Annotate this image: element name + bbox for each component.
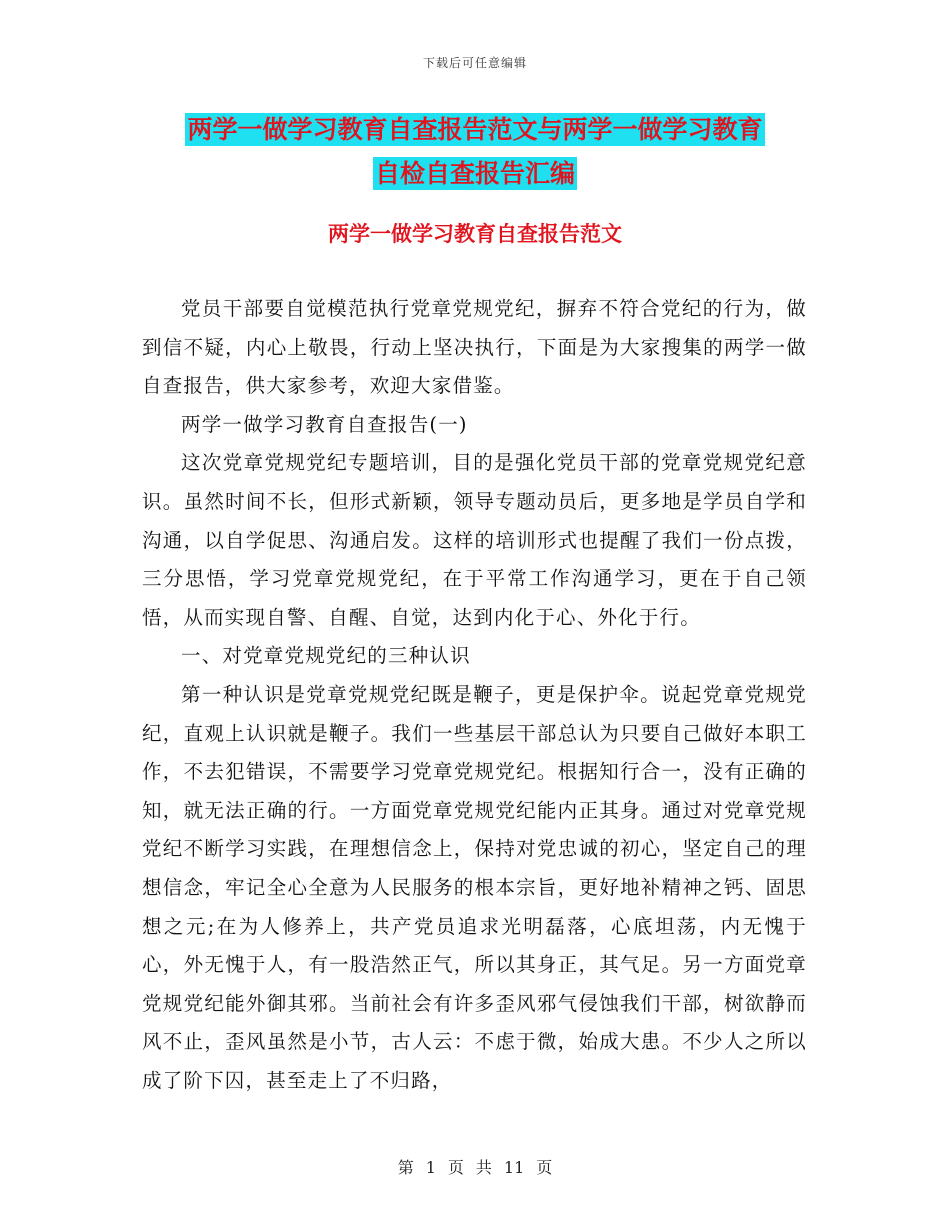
section-title: 两学一做学习教育自查报告范文	[328, 222, 622, 246]
document-title	[0, 108, 950, 196]
header-note: 下载后可任意编辑	[422, 56, 527, 70]
footer-ye: 页	[447, 1158, 464, 1177]
body-paragraph: 一、对党章党规党纪的三种认识	[181, 644, 471, 668]
document-title-line-1: 两学一做学习教育自查报告范文与两学一做学习教育	[187, 115, 763, 144]
total-pages: 11	[503, 1158, 525, 1177]
page-number: 1	[425, 1158, 436, 1177]
body-paragraph: 两学一做学习教育自查报告(一)	[181, 412, 468, 436]
footer-ye-2: 页	[536, 1158, 553, 1177]
document-title-line-2: 自检自查报告汇编	[374, 159, 575, 188]
body-paragraph: 党员干部要自觉模范执行党章党规党纪，摒弃不符合党纪的行为，做到信不疑，内心上敬畏，行动上坚决执行，下面是为大家搜集的两学一做自查报告，供大家参考，欢迎大家借鉴。	[142, 297, 807, 398]
footer-di: 第	[397, 1158, 414, 1177]
body-paragraph: 第一种认识是党章党规党纪既是鞭子，更是保护伞。说起党章党规党纪，直观上认识就是鞭子。我们一些基层干部总认为只要自己做好本职工作，不去犯错误，不需要学习党章党规党纪。根据知行合一，没有正确的知，就无法正确的行。一方面党章党规党纪能内正其身。通过对党章党规党纪不断学习实践，在理想信念上，保持对党忠诚的初心，坚定自己的理想信念，牢记全心全意为人民服务的根本宗旨，更好地补精神之钙、固思想之元;在为人修养上，共产党员追求光明磊落，心底坦荡，内无愧于心，外无愧于人，有一股浩然正气，所以其身正，其气足。另一方面党章党规党纪能外御其邪。当前社会有许多歪风邪气侵蚀我们干部，树欲静而风不止，歪风虽然是小节，古人云：不虑于微，始成大患。不少人之所以成了阶下囚，甚至走上了不归路，	[142, 682, 807, 1092]
document-body	[142, 290, 807, 1100]
footer-gong: 共	[475, 1158, 492, 1177]
body-paragraph: 这次党章党规党纪专题培训，目的是强化党员干部的党章党规党纪意识。虽然时间不长，但形式新颖，领导专题动员后，更多地是学员自学和沟通，以自学促思、沟通启发。这样的培训形式也提醒了我们一份点拨，三分思悟，学习党章党规党纪，在于平常工作沟通学习，更在于自己领悟，从而实现自警、自醒、自觉，达到内化于心、外化于行。	[142, 451, 807, 629]
page-footer	[0, 1155, 950, 1178]
